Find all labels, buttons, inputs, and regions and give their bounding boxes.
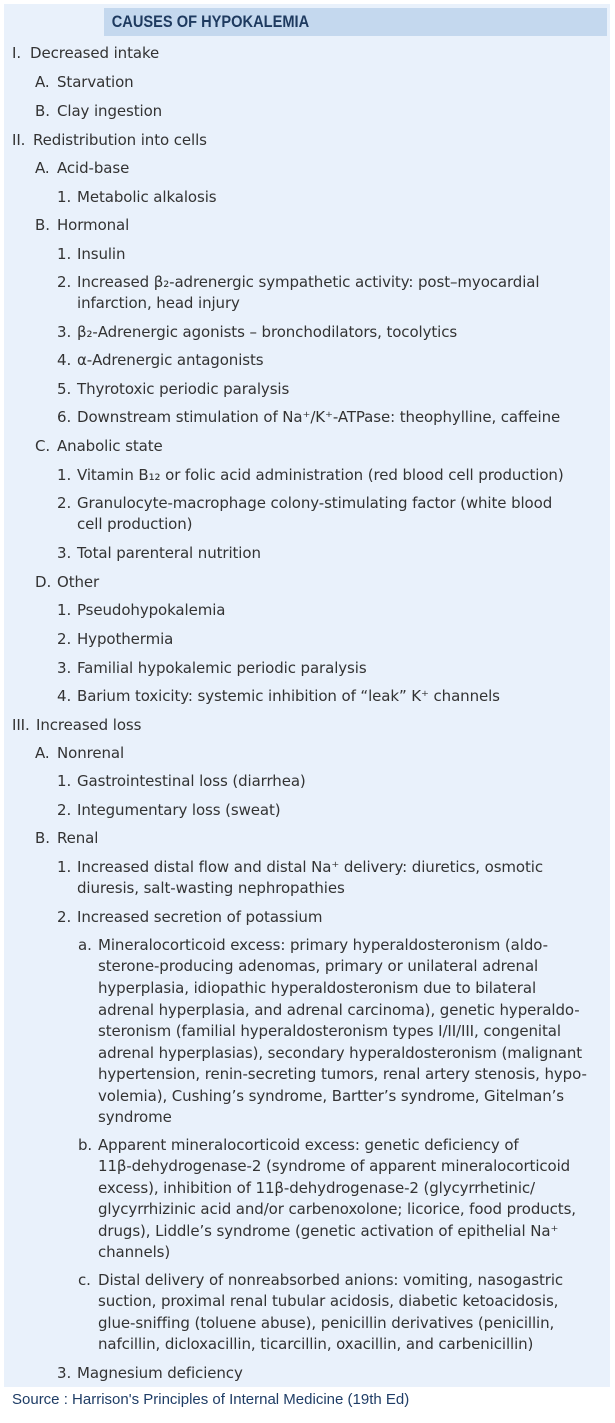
item-number: B. <box>35 216 50 234</box>
item-text: drugs), Liddle’s syndrome (genetic activation of epithelial Na⁺ <box>98 1222 559 1240</box>
item-text: adrenal hyperplasias), secondary hyperaldosteronism (malignant <box>98 1044 583 1062</box>
item-number: 2. <box>57 273 72 291</box>
item-number: 3. <box>57 323 72 341</box>
item-text-continuation: infarction, head injury <box>77 294 240 312</box>
item-text: Redistribution into cells <box>33 131 207 149</box>
item-number: I. <box>12 44 21 62</box>
item-text: Downstream stimulation of Na⁺/K⁺-ATPase: theophylline, caffeine <box>77 408 561 426</box>
item-number: C. <box>35 437 51 455</box>
item-text: Starvation <box>57 73 134 91</box>
item-text: nafcillin, dicloxacillin, ticarcillin, oxacillin, and carbenicillin) <box>98 1335 534 1353</box>
item-text-continuation: 11β-dehydrogenase-2 (syndrome of apparent mineralocorticoid <box>98 1157 571 1175</box>
item-text: syndrome <box>98 1108 172 1126</box>
item-text: Anabolic state <box>57 437 163 455</box>
item-text: Gastrointestinal loss (diarrhea) <box>77 772 306 790</box>
item-text: channels) <box>98 1243 171 1261</box>
item-text: Vitamin B₁₂ or folic acid administration (red blood cell production) <box>77 466 564 484</box>
item-number: B. <box>35 102 50 120</box>
item-text: excess), inhibition of 11β-dehydrogenase-2 (glycyrrhetinic/ <box>98 1179 536 1197</box>
item-text: Barium toxicity: systemic inhibition of “leak” K⁺ channels <box>77 687 500 705</box>
item-number: II. <box>12 131 26 149</box>
table-title-bar <box>104 8 607 36</box>
item-number: 1. <box>57 772 72 790</box>
item-text: Metabolic alkalosis <box>77 188 217 206</box>
item-number: 4. <box>57 351 72 369</box>
item-number: 5. <box>57 380 72 398</box>
source-citation: Source : Harrison's Principles of Internal Medicine (19th Ed) <box>12 1391 410 1408</box>
item-text: Distal delivery of nonreabsorbed anions: vomiting, nasogastric <box>98 1271 564 1289</box>
item-text-continuation: diuresis, salt-wasting nephropathies <box>77 879 345 897</box>
item-text: Insulin <box>77 245 126 263</box>
item-number: D. <box>35 573 52 591</box>
item-text: Nonrenal <box>57 744 125 762</box>
item-number: B. <box>35 829 50 847</box>
item-text: Magnesium deficiency <box>77 1364 243 1382</box>
item-text: Increased secretion of potassium <box>77 908 323 926</box>
item-text-continuation: sterone-producing adenomas, primary or unilateral adrenal <box>98 957 539 975</box>
item-text: Hormonal <box>57 216 130 234</box>
table-title: CAUSES OF HYPOKALEMIA <box>111 12 310 31</box>
item-number: 3. <box>57 544 72 562</box>
item-text: Increased loss <box>36 716 142 734</box>
item-text: Increased distal flow and distal Na⁺ delivery: diuretics, osmotic <box>77 858 543 876</box>
item-number: 2. <box>57 494 72 512</box>
item-text: glue-sniffing (toluene abuse), penicillin derivatives (penicillin, <box>98 1314 555 1332</box>
item-text: hyperplasia, idiopathic hyperaldosteronism due to bilateral <box>98 979 537 997</box>
item-text: Renal <box>57 829 99 847</box>
item-number: A. <box>35 73 50 91</box>
item-number: 2. <box>57 801 72 819</box>
item-text: β₂-Adrenergic agonists – bronchodilators, tocolytics <box>77 323 458 341</box>
item-text: Increased β₂-adrenergic sympathetic activity: post–myocardial <box>77 273 540 291</box>
item-text: glycyrrhizinic acid and/or carbenoxolone; licorice, food products, <box>98 1200 576 1218</box>
item-number: c. <box>78 1271 91 1289</box>
item-number: 4. <box>57 687 72 705</box>
item-number: a. <box>78 936 92 954</box>
item-number: 1. <box>57 188 72 206</box>
item-number: A. <box>35 744 50 762</box>
item-number: 2. <box>57 630 72 648</box>
item-number: 1. <box>57 466 72 484</box>
item-text: Familial hypokalemic periodic paralysis <box>77 659 367 677</box>
item-number: 3. <box>57 1364 72 1382</box>
item-text: Total parenteral nutrition <box>77 544 261 562</box>
item-text-continuation: suction, proximal renal tubular acidosis, diabetic ketoacidosis, <box>98 1292 559 1310</box>
item-number: III. <box>12 716 30 734</box>
item-text: adrenal hyperplasia, and adrenal carcinoma), genetic hyperaldo- <box>98 1001 580 1019</box>
item-text: Acid-base <box>57 159 130 177</box>
item-text: Apparent mineralocorticoid excess: genetic deficiency of <box>98 1136 519 1154</box>
item-text: Clay ingestion <box>57 102 163 120</box>
item-number: 1. <box>57 858 72 876</box>
item-number: 1. <box>57 245 72 263</box>
item-text: Decreased intake <box>30 44 160 62</box>
item-number: 2. <box>57 908 72 926</box>
item-text-continuation: cell production) <box>77 515 193 533</box>
item-text: Hypothermia <box>77 630 174 648</box>
item-text: steronism (familial hyperaldosteronism types I/II/III, congenital <box>98 1022 561 1040</box>
item-text: hypertension, renin-secreting tumors, renal artery stenosis, hypo- <box>98 1065 587 1083</box>
item-number: 1. <box>57 601 72 619</box>
item-text: Other <box>57 573 100 591</box>
item-text: Mineralocorticoid excess: primary hyperaldosteronism (aldo- <box>98 936 548 954</box>
item-number: 6. <box>57 408 72 426</box>
item-number: b. <box>78 1136 93 1154</box>
item-number: 3. <box>57 659 72 677</box>
item-text: Granulocyte-macrophage colony-stimulating factor (white blood <box>77 494 553 512</box>
item-text: Thyrotoxic periodic paralysis <box>77 380 290 398</box>
item-text: volemia), Cushing’s syndrome, Bartter’s syndrome, Gitelman’s <box>98 1087 565 1105</box>
item-number: A. <box>35 159 50 177</box>
item-text: Pseudohypokalemia <box>77 601 226 619</box>
item-text: Integumentary loss (sweat) <box>77 801 281 819</box>
item-text: α-Adrenergic antagonists <box>77 351 264 369</box>
